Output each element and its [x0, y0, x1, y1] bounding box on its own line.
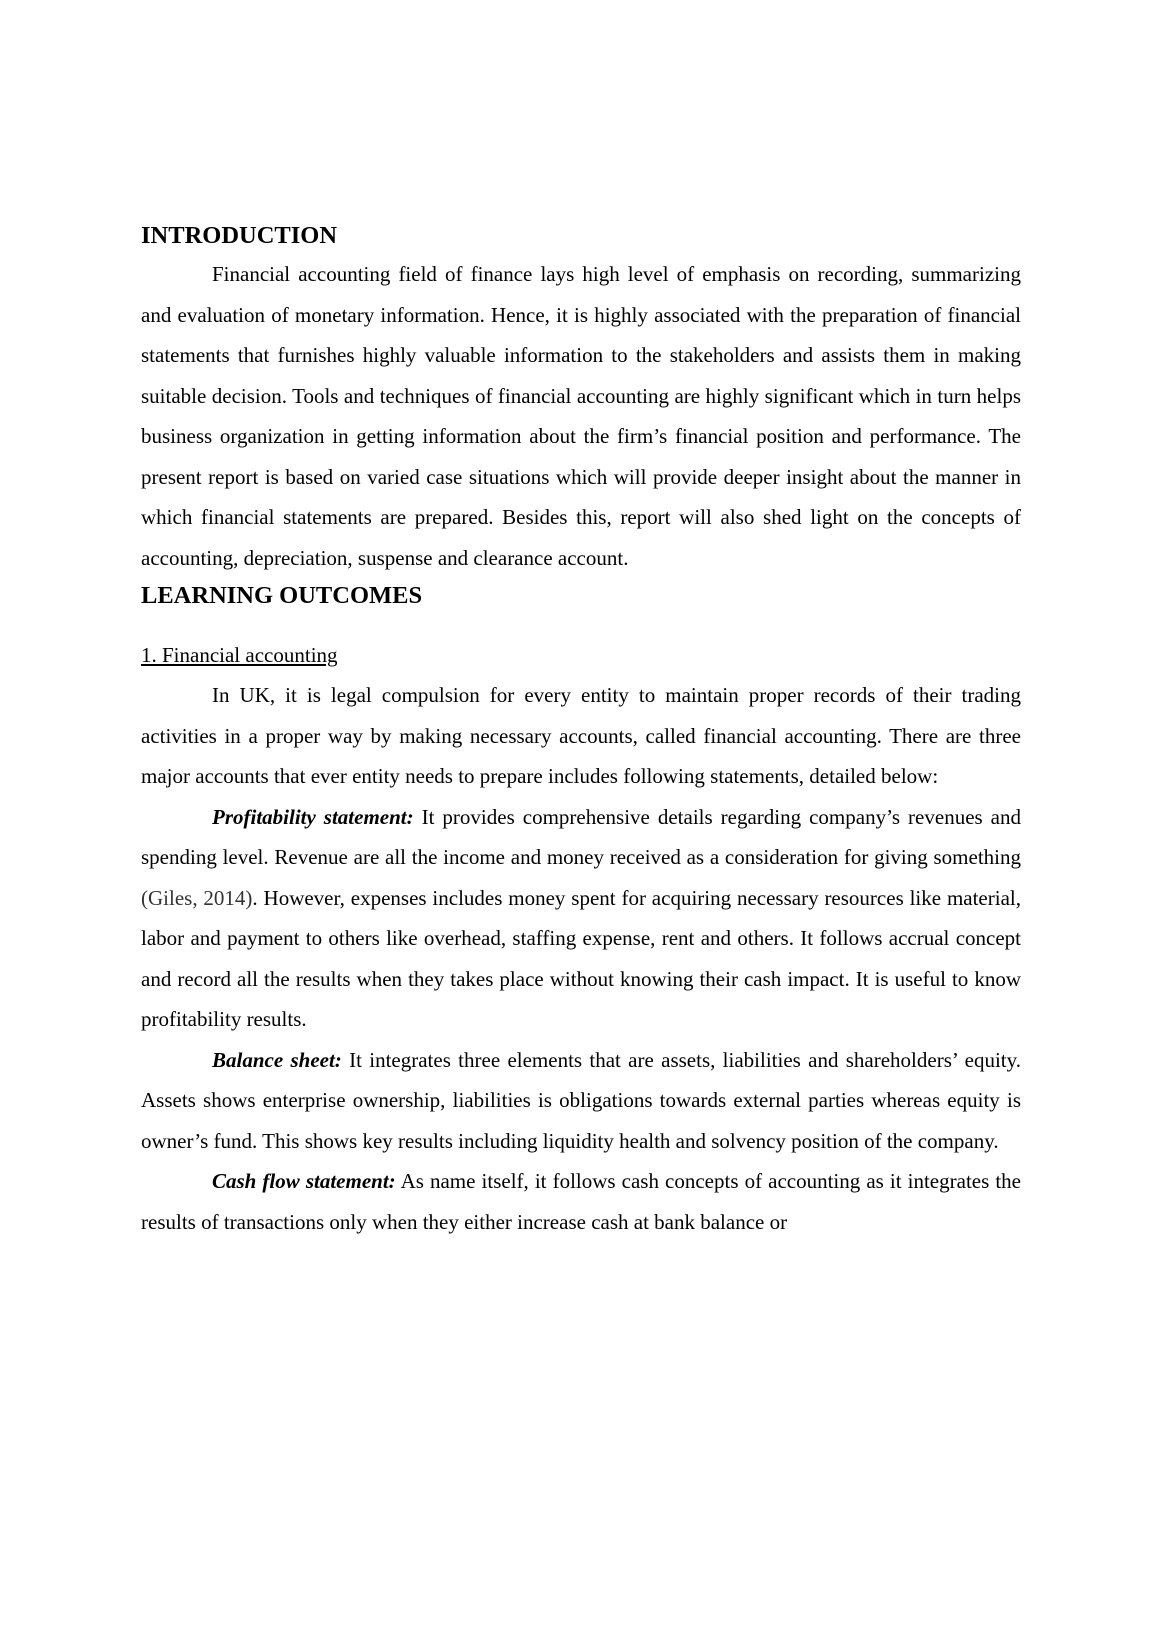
cash-flow-statement-term: Cash flow statement:	[212, 1169, 396, 1193]
balance-sheet-paragraph	[141, 1040, 1021, 1162]
cash-flow-statement-text: As name itself, it follows cash concepts of accounting as it integrates the results of transactions only when they either increase cash at bank balance or	[141, 1169, 1021, 1234]
introduction-heading: INTRODUCTION	[141, 222, 338, 249]
cash-flow-statement-paragraph	[141, 1161, 1021, 1242]
balance-sheet-term: Balance sheet:	[212, 1047, 342, 1072]
introduction-paragraph: Financial accounting field of finance lays high level of emphasis on recording, summarizing and evaluation of monetary information. Hence, it is highly associated with the preparation of financial statements that furnishes highly valuable information to the stakeholders and assists them in making suitable decision. Tools and techniques of financial accounting are highly significant which in turn helps business organization in getting information about the firm’s financial position and performance. The present report is based on varied case situations which will provide deeper insight about the manner in which financial statements are prepared. Besides this, report will also shed light on the concepts of accounting, depreciation, suspense and clearance account.	[141, 262, 1021, 570]
document-page	[141, 218, 1021, 1242]
profitability-statement-paragraph	[141, 797, 1021, 1040]
financial-accounting-paragraph: In UK, it is legal compulsion for every entity to maintain proper records of their trading activities in a proper way by making necessary accounts, called financial accounting. There are three major accounts that ever entity needs to prepare includes following statements, detailed below:	[141, 683, 1021, 788]
citation-giles-2014: (Giles, 2014)	[141, 885, 253, 910]
profitability-text-after-citation: . However, expenses includes money spent for acquiring necessary resources like material, labor and payment to others like overhead, staffing expense, rent and others. It follows accrual concept and record all the results when they takes place without knowing their cash impact. It is useful to know profitability results.	[141, 885, 1021, 1031]
learning-outcomes-heading: LEARNING OUTCOMES	[141, 582, 423, 609]
section-financial-accounting-title: 1. Financial accounting	[141, 643, 338, 667]
balance-sheet-text: It integrates three elements that are assets, liabilities and shareholders’ equity. Assets shows enterprise ownership, liabilities is obligations towards external parties whereas equity is owner’s fund. This shows key results including liquidity health and solvency position of the company.	[141, 1047, 1021, 1153]
profitability-statement-term: Profitability statement:	[212, 804, 414, 829]
profitability-text-before-citation: It provides comprehensive details regarding company’s revenues and spending level. Revenue are all the income and money received as a consideration for giving something	[141, 804, 1021, 869]
